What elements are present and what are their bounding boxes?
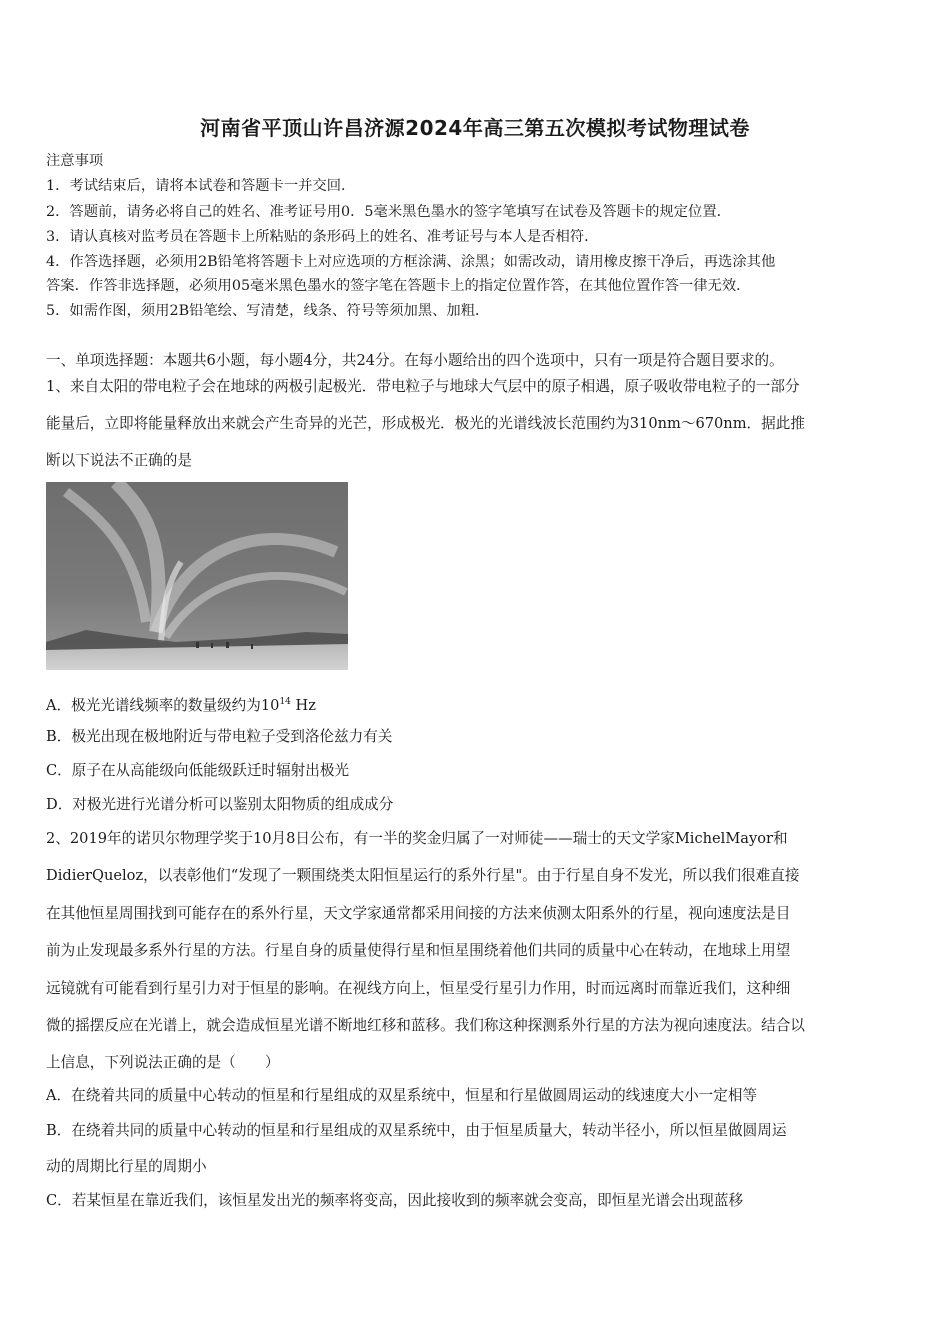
question-2-option-a: A．在绕着共同的质量中心转动的恒星和行星组成的双星系统中，恒星和行星做圆周运动的线速度大小一定相等 bbox=[46, 1087, 758, 1104]
notice-item: 1．考试结束后，请将本试卷和答题卡一并交回． bbox=[46, 178, 356, 194]
question-1-option-b: B．极光出现在极地附近与带电粒子受到洛伦兹力有关 bbox=[46, 728, 393, 745]
exam-title: 河南省平顶山许昌济源2024年高三第五次模拟考试物理试卷 bbox=[200, 116, 750, 140]
notice-item: 4．作答选择题，必须用2B铅笔将答题卡上对应选项的方框涂满、涂黑；如需改动，请用橡皮擦干净后，再选涂其他 bbox=[46, 254, 776, 270]
question-2-option-c: C．若某恒星在靠近我们，该恒星发出光的频率将变高，因此接收到的频率就会变高，即恒星光谱会出现蓝移 bbox=[46, 1192, 744, 1209]
notice-item: 2．答题前，请务必将自己的姓名、准考证号用0．5毫米黑色墨水的签字笔填写在试卷及答题卡的规定位置． bbox=[46, 204, 731, 220]
question-2-option-b-cont: 动的周期比行星的周期小 bbox=[46, 1158, 207, 1175]
question-1-option-d: D．对极光进行光谱分析可以鉴别太阳物质的组成成分 bbox=[46, 796, 394, 813]
question-1-text: 1、来自太阳的带电粒子会在地球的两极引起极光．带电粒子与地球大气层中的原子相遇，原子吸收带电粒子的一部分 bbox=[46, 378, 800, 395]
question-1-option-a: A．极光光谱线频率的数量级约为$10^{14}$ Hz bbox=[46, 696, 316, 714]
question-1-text: 断以下说法不正确的是 bbox=[46, 452, 192, 469]
notice-item: 答案．作答非选择题，必须用05毫米黑色墨水的签字笔在答题卡上的指定位置作答，在其他位置作答一律无效． bbox=[46, 278, 751, 294]
notice-heading: 注意事项 bbox=[46, 153, 104, 169]
question-1-text: 能量后，立即将能量释放出来就会产生奇异的光芒，形成极光．极光的光谱线波长范围约为310nm～670nm．据此推 bbox=[46, 415, 805, 432]
question-2-text: DidierQueloz，以表彰他们“发现了一颗围绕类太阳恒星运行的系外行星"。由于行星自身不发光，所以我们很难直接 bbox=[46, 867, 800, 884]
question-2-text: 前为止发现最多系外行星的方法。行星自身的质量使得行星和恒星围绕着他们共同的质量中心在转动，在地球上用望 bbox=[46, 942, 791, 959]
question-2-text: 2、2019年的诺贝尔物理学奖于10月8日公布，有一半的奖金归属了一对师徒——瑞士的天文学家MichelMayor和 bbox=[46, 830, 788, 847]
question-2-text: 远镜就有可能看到行星引力对于恒星的影响。在视线方向上，恒星受行星引力作用，时而远离时而靠近我们，这种细 bbox=[46, 980, 791, 997]
question-2-text: 在其他恒星周围找到可能存在的系外行星，天文学家通常都采用间接的方法来侦测太阳系外的行星，视向速度法是目 bbox=[46, 905, 791, 922]
question-1-option-c: C．原子在从高能级向低能级跃迁时辐射出极光 bbox=[46, 762, 350, 779]
section-heading: 一、单项选择题：本题共6小题，每小题4分，共24分。在每小题给出的四个选项中，只有一项是符合题目要求的。 bbox=[46, 352, 784, 369]
question-2-text: 微的摇摆反应在光谱上，就会造成恒星光谱不断地红移和蓝移。我们称这种探测系外行星的方法为视向速度法。结合以 bbox=[46, 1017, 805, 1034]
question-2-option-b: B．在绕着共同的质量中心转动的恒星和行星组成的双星系统中，由于恒星质量大，转动半径小，所以恒星做圆周运 bbox=[46, 1122, 787, 1139]
notice-item: 5．如需作图，须用2B铅笔绘、写清楚，线条、符号等须加黑、加粗． bbox=[46, 303, 490, 319]
question-2-text: 上信息，下列说法正确的是（ ） bbox=[46, 1054, 280, 1071]
notice-item: 3．请认真核对监考员在答题卡上所粘贴的条形码上的姓名、准考证号与本人是否相符． bbox=[46, 229, 599, 245]
aurora-photo bbox=[46, 482, 348, 670]
